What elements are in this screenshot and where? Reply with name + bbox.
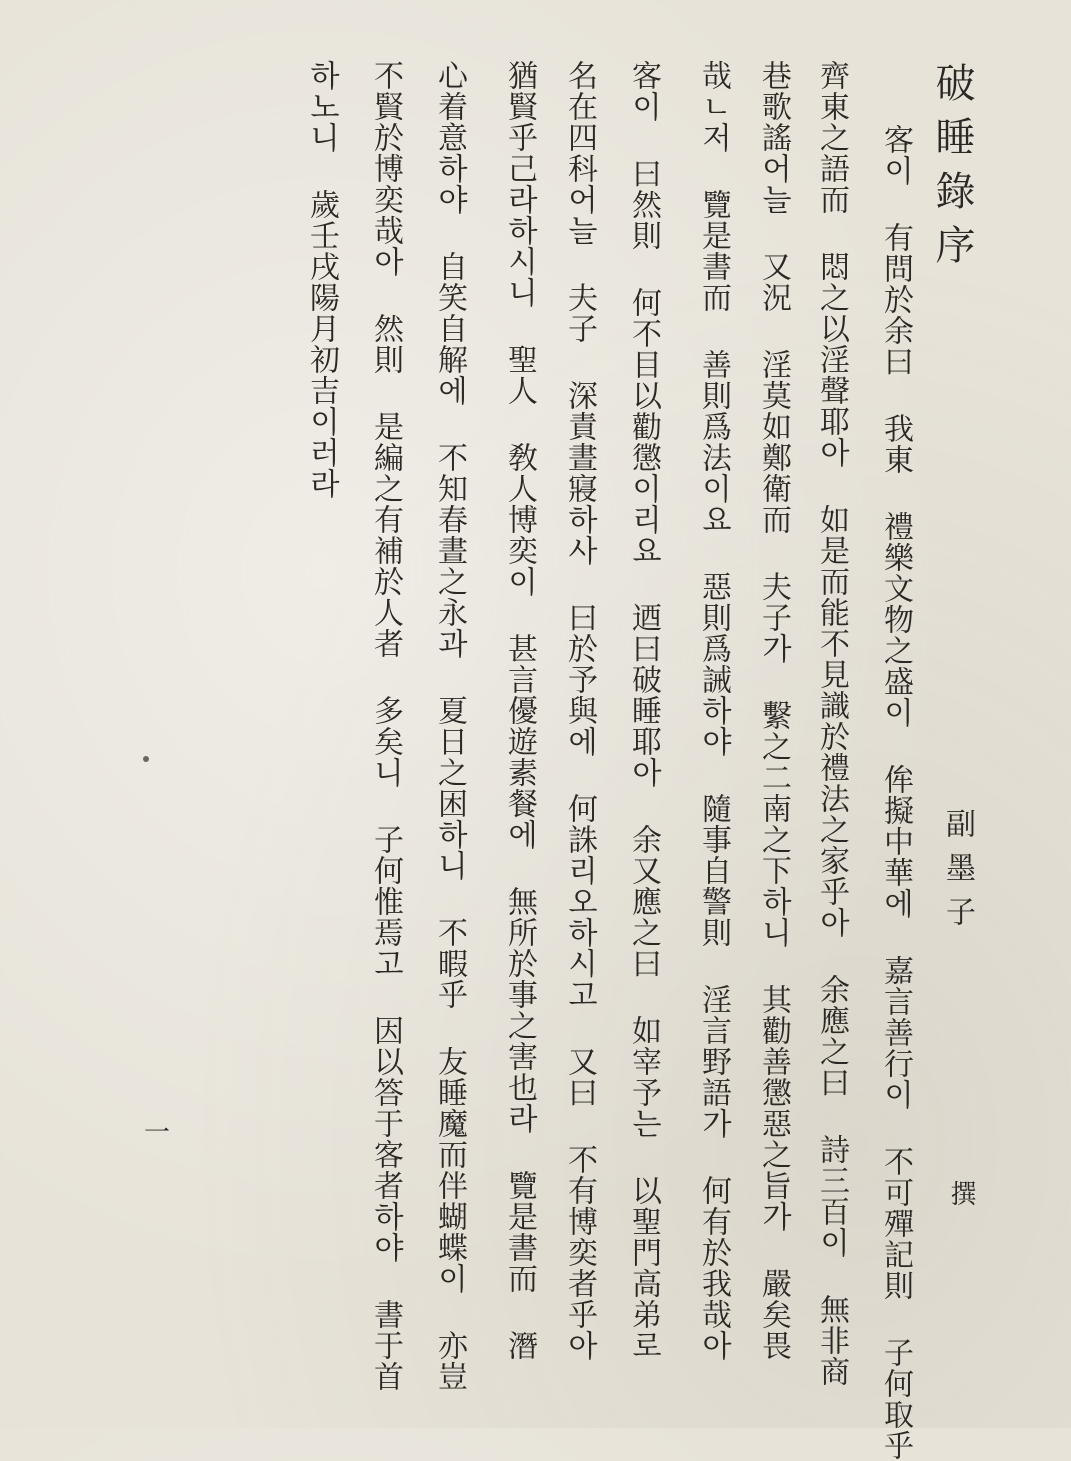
ink-speck xyxy=(143,756,149,762)
author-suffix: 撰 xyxy=(946,1180,976,1206)
text-column: 猶賢乎己라하시니 聖人 敎人博奕이 甚言優遊素餐에 無所於事之害也라 覽是書而 潛 xyxy=(502,60,537,1361)
text-column: 心着意하야 自笑自解에 不知春晝之永과 夏日之困하니 不暇乎 友睡魔而伴蝴蝶이 亦豈 xyxy=(432,60,467,1392)
page-number: 一 xyxy=(144,1118,171,1148)
text-column: 하노니 歲壬戌陽月初吉이러라 xyxy=(304,60,339,499)
text-column: 巷歌謠어늘 又況 淫莫如鄭衛而 夫子가 繫之二南之下하니 其勸善懲惡之旨가 嚴矣畏 xyxy=(756,60,791,1361)
author-name: 副墨子 xyxy=(940,808,975,940)
text-column: 名在四科어늘 夫子 深責晝寢하사 曰於予與에 何誅리오하시고 又曰 不有博奕者乎아 xyxy=(562,60,597,1361)
text-column: 客이 曰然則 何不目以勸懲이리요 迺曰破睡耶아 余又應之曰 如宰予는 以聖門高弟로 xyxy=(626,60,661,1361)
text-column: 哉ㄴ저 覽是書而 善則爲法이요 惡則爲誡하야 隨事自警則 淫言野語가 何有於我哉아 xyxy=(696,60,731,1361)
document-title: 破睡錄序 xyxy=(929,62,975,278)
text-column: 客이 有問於余曰 我東 禮樂文物之盛이 侔擬中華에 嘉言善行이 不可殫記則 子何取乎 xyxy=(878,124,913,1461)
text-column: 齊東之語而 悶之以淫聲耶아 如是而能不見識於禮法之家乎아 余應之曰 詩三百이 無非商 xyxy=(814,60,849,1387)
text-column: 不賢於博奕哉아 然則 是編之有補於人者 多矣니 子何惟焉고 因以答于客者하야 書于首 xyxy=(368,60,403,1392)
